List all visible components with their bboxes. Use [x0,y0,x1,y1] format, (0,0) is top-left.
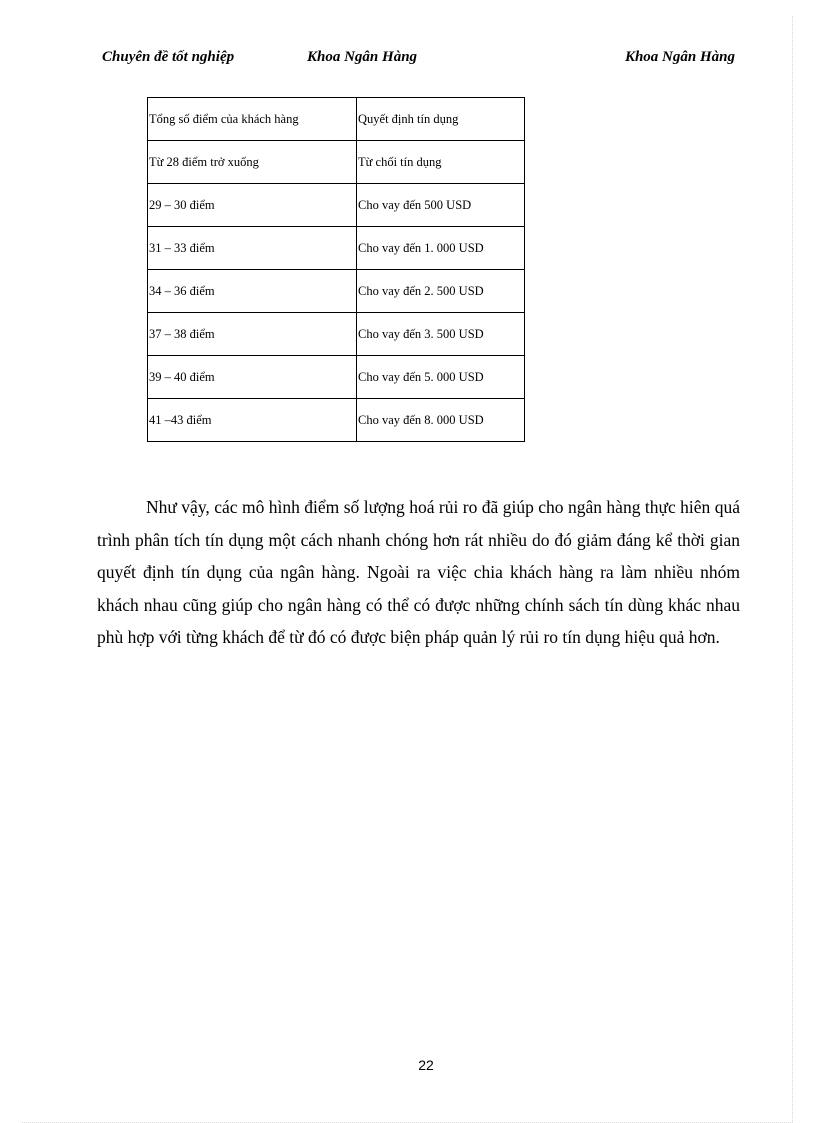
header-department-right: Khoa Ngân Hàng [624,49,735,65]
table-row [148,141,525,184]
score-range-cell: 41 –43 điểm [148,399,357,442]
score-range-cell: 39 – 40 điểm [148,356,357,399]
header-department: Khoa Ngân Hàng [307,49,418,65]
credit-decision-cell: Cho vay đến 500 USD [357,184,525,227]
credit-decision-cell: Cho vay đến 3. 500 USD [357,313,525,356]
credit-decision-cell: Cho vay đến 8. 000 USD [357,399,525,442]
body-paragraph: Như vậy, các mô hình điểm số lượng hoá rủi ro đã giúp cho ngân hàng thực hiên quá trình phân tích tín dụng một cách nhanh chóng hơn rát nhiều do đó giảm đáng kể thời gian quyết định tín dụng của ngân hàng. Ngoài ra việc chia khách hàng ra làm nhiều nhóm khách nhau cũng giúp cho ngân hàng có thể có được những chính sách tín dùng khác nhau phù hợp với từng khách để từ đó có được biện pháp quản lý rủi ro tín dụng hiệu quả hơn. [97,497,740,648]
credit-decision-cell: Cho vay đến 2. 500 USD [357,270,525,313]
credit-decision-cell: Cho vay đến 5. 000 USD [357,356,525,399]
page-number: 22 [418,1057,434,1073]
score-range-cell: 31 – 33 điểm [148,227,357,270]
table-header-cell: Tổng số điểm của khách hàng [148,98,357,141]
score-range-cell: 34 – 36 điểm [148,270,357,313]
score-range-cell: 29 – 30 điểm [148,184,357,227]
page-header [0,49,816,71]
table-row [148,356,525,399]
table-row [148,227,525,270]
score-range-cell: 37 – 38 điểm [148,313,357,356]
table-row [148,270,525,313]
header-title: Chuyên đề tốt nghiệp [102,49,235,65]
table-row [148,313,525,356]
table-row [148,399,525,442]
credit-decision-cell: Từ chối tín dụng [357,141,525,184]
table-header-row [148,98,525,141]
score-range-cell: Từ 28 điểm trở xuống [148,141,357,184]
credit-score-table [147,97,525,442]
credit-decision-cell: Cho vay đến 1. 000 USD [357,227,525,270]
table-header-cell: Quyết định tín dụng [357,98,525,141]
table-row [148,184,525,227]
